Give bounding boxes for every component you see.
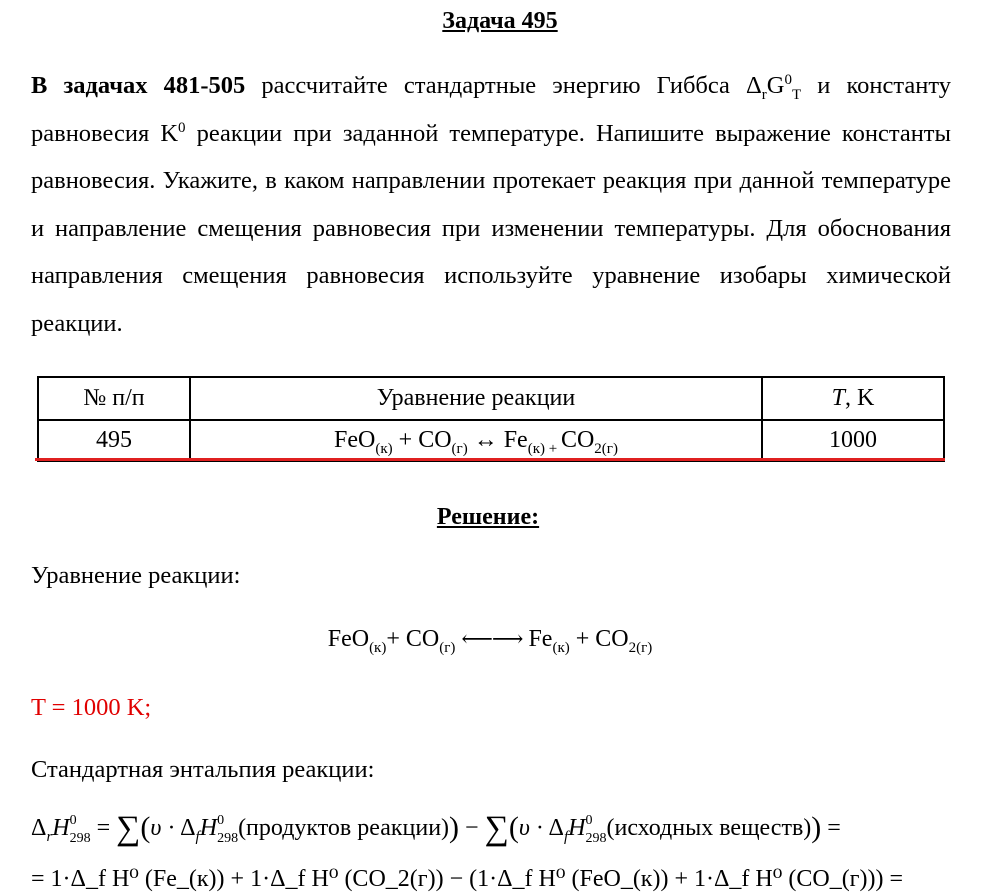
problem-range: В задачах 481-505 xyxy=(31,72,246,99)
cell-equation: $FeO_{(к)} + CO_{(г)}$ ↔ $Fe_{(к) +}$ $CO_{2(г)}$ xyxy=(190,420,762,461)
page-title: Задача 495 xyxy=(442,8,558,34)
table-row xyxy=(38,420,944,461)
header-temperature: T, K xyxy=(762,377,944,420)
red-underline xyxy=(35,458,945,461)
reaction-equation: $FeO_{(к)}+ CO_{(г)}$ ⟵⟶ $Fe_{(к)} + CO_{2(г)}$ xyxy=(327,626,653,656)
reaction-label: Уравнение реакции: xyxy=(31,562,241,589)
equilibrium-arrow-icon: ⟵⟶ xyxy=(461,626,523,651)
header-equation: Уравнение реакции xyxy=(190,377,762,420)
header-number: № п/п xyxy=(38,377,190,420)
cell-temperature: 1000 xyxy=(762,420,944,461)
problem-statement: В задачах 481-505 рассчитайте стандартные энергию Гиббса $\Delta_rG^0_T$ и константу равновесия $K^0$ реакции при заданной температуре. Напишите выражение константы равновесия. Укажите, в каком направлении протекает реакция при данной температуре и направление смещения равновесия при изменении температуры. Для обоснования направления смещения равновесия используйте уравнение изобары химической реакции. xyxy=(31,71,951,337)
enthalpy-formula-continuation: = 1·Δ_f H⁰ (Fe_(к)) + 1·Δ_f H⁰ (CO_2(г)) − (1·Δ_f H⁰ (FeO_(к)) + 1·Δ_f H⁰ (CO_(г))) = xyxy=(31,866,904,892)
solution-title: Решение: xyxy=(436,504,540,530)
temperature-line: T = 1000 K; xyxy=(31,694,152,721)
cell-number: 495 xyxy=(38,420,190,461)
enthalpy-label: Стандартная энтальпия реакции: xyxy=(31,756,375,783)
task-table xyxy=(37,376,945,462)
table-header-row xyxy=(38,377,944,420)
enthalpy-formula: $\Delta_rH^0_{298} = \sum(\upsilon$ · $\Delta_fH^0_{298}(продуктов$ реакции)) − $\sum(\upsilon \cdot \Delta_fH^0_{298}(исходных$ веществ)) = xyxy=(31,810,841,847)
